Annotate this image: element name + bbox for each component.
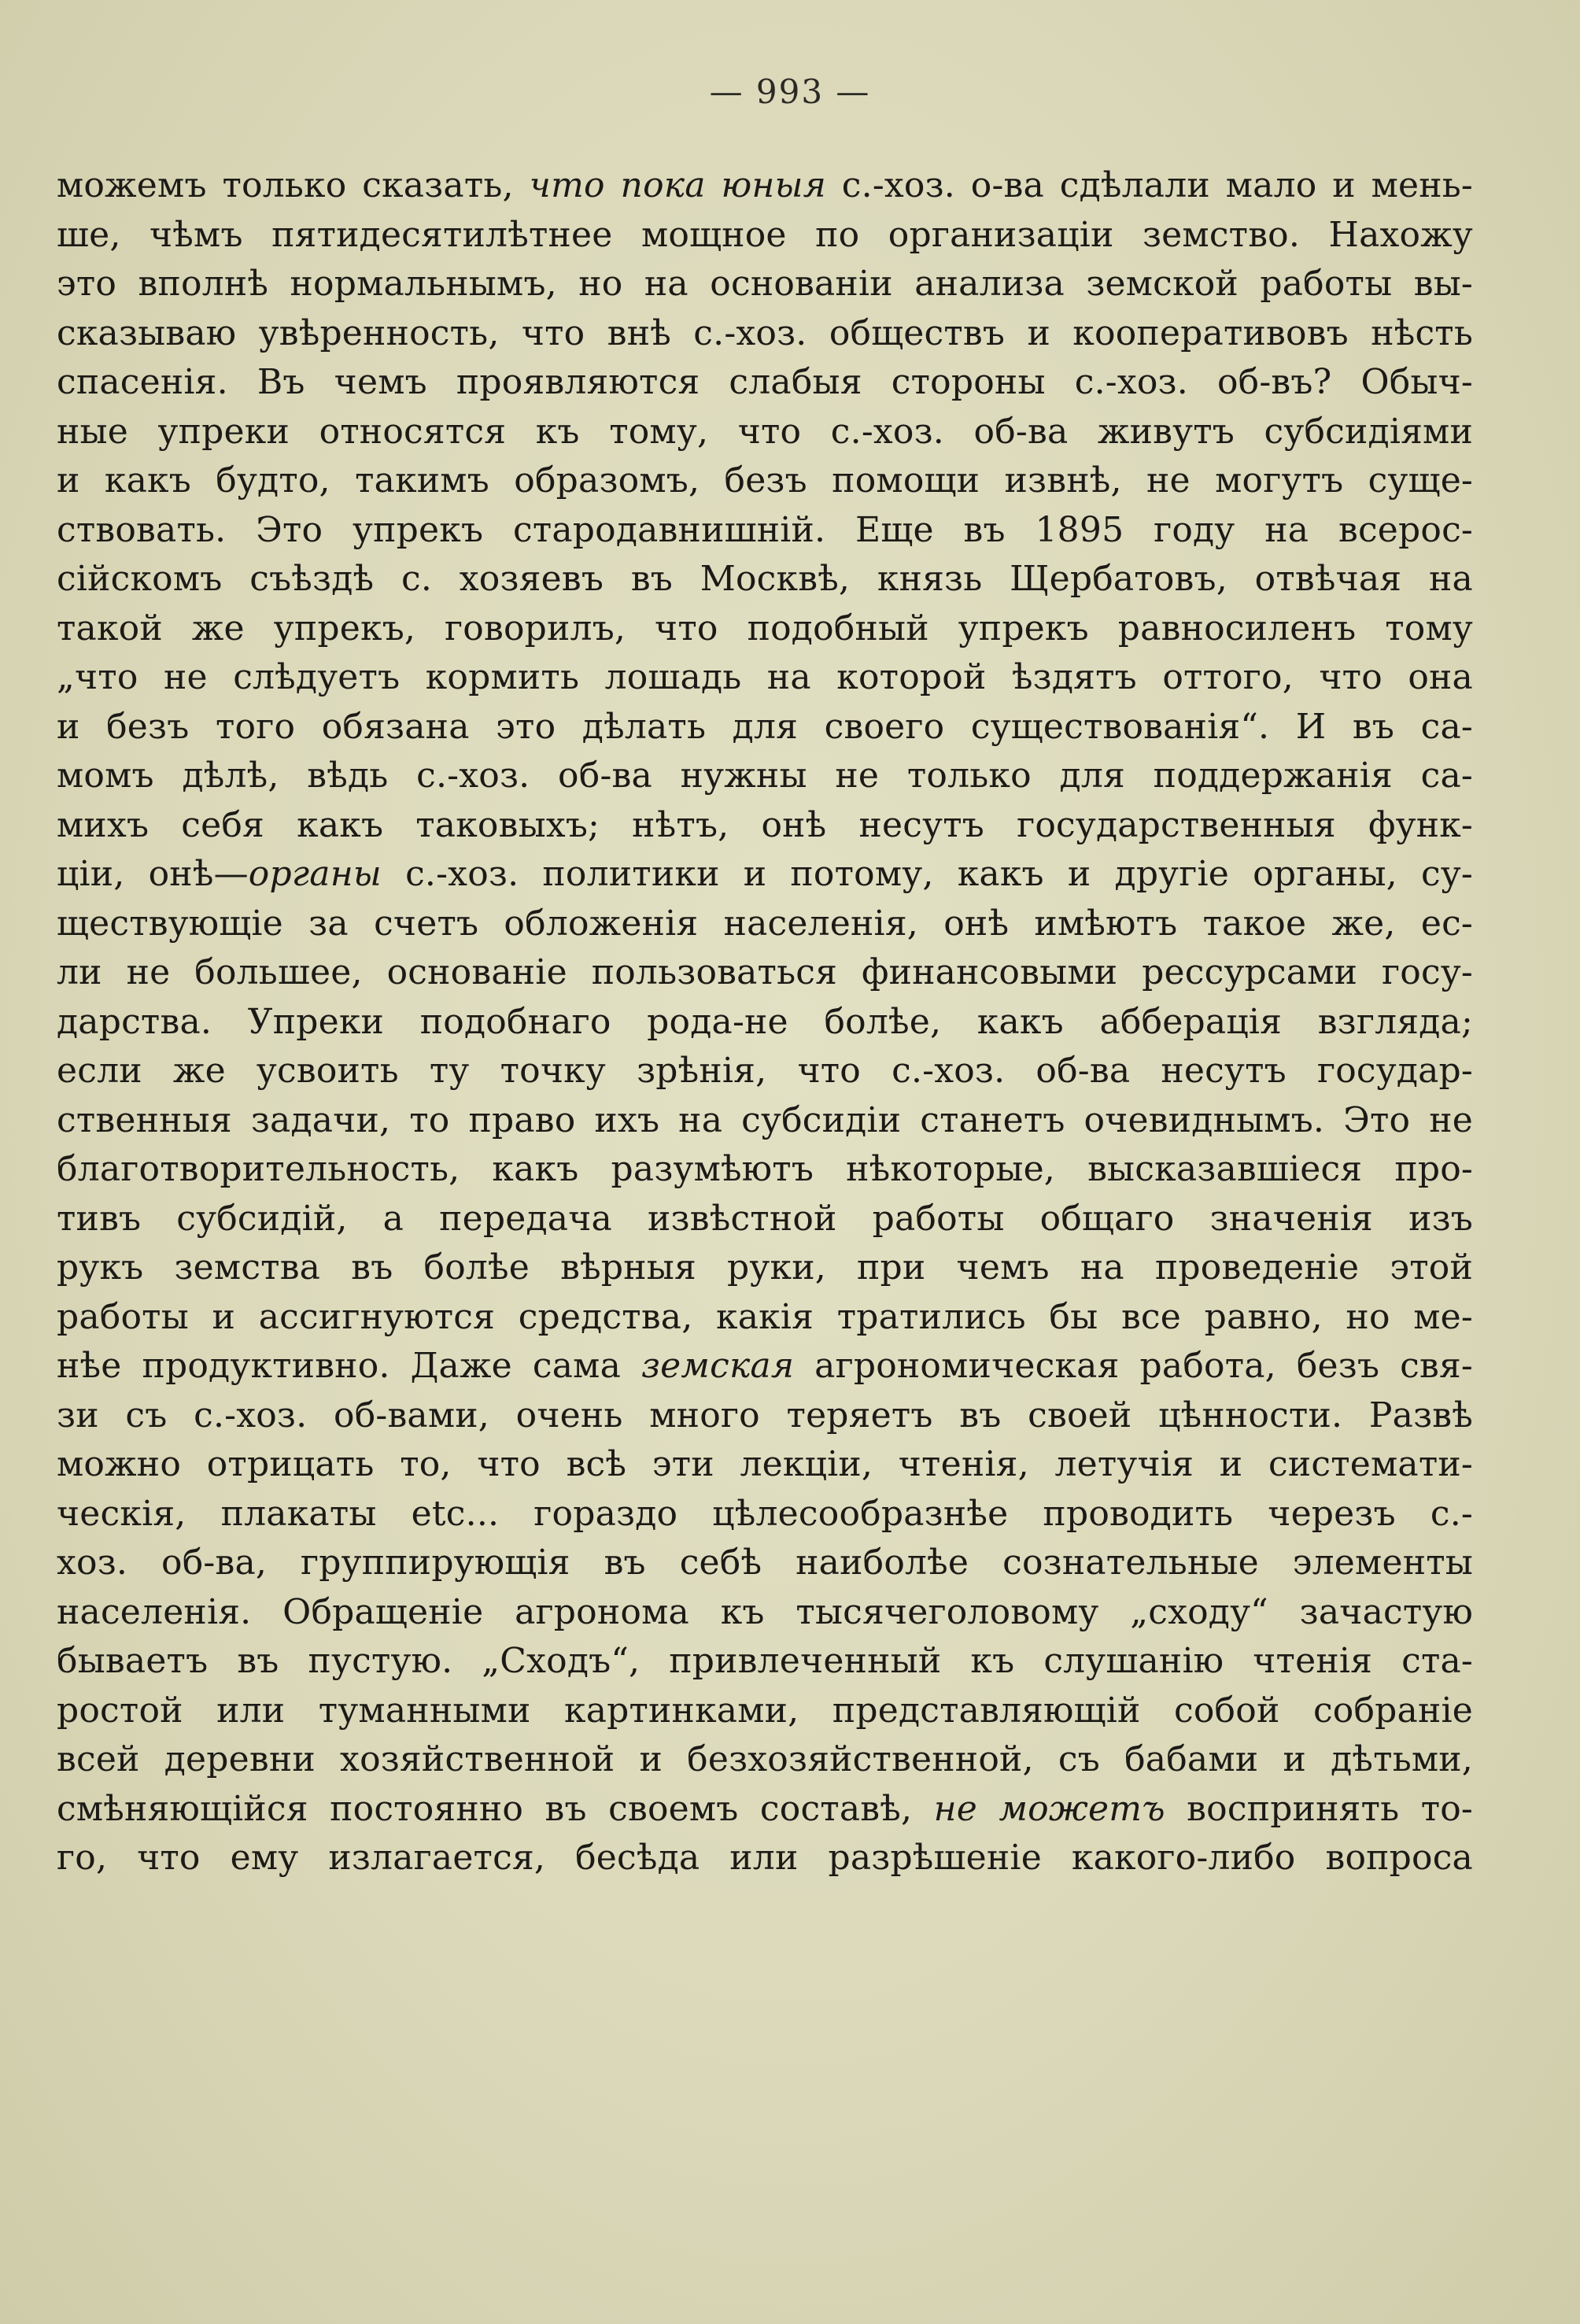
text-segment: ростой или туманными картинками, представляющій собой собраніе: [57, 1690, 1473, 1731]
text-line: [57, 1440, 1473, 1490]
text-segment: это вполнѣ нормальнымъ, но на основаніи анализа земской работы вы-: [57, 264, 1473, 304]
text-line: [57, 1735, 1473, 1785]
text-segment: населенія. Обращеніе агронома къ тысячеголовому „сходу“ зачастую: [57, 1591, 1473, 1632]
text-segment: ственныя задачи, то право ихъ на субсидіи станетъ очевиднымъ. Это не: [57, 1099, 1473, 1140]
italic-text-segment: органы: [248, 854, 382, 894]
text-line: [57, 900, 1473, 949]
text-segment: смѣняющійся постоянно въ своемъ составѣ,: [57, 1788, 934, 1829]
text-segment: ческія, плакаты etc... гораздо цѣлесообразнѣе проводить черезъ с.-: [57, 1493, 1473, 1534]
text-line: [57, 456, 1473, 506]
text-line: [57, 1539, 1473, 1588]
text-segment: воспринять то-: [1165, 1788, 1473, 1829]
text-line: [57, 1490, 1473, 1539]
text-line: [57, 850, 1473, 900]
text-segment: „что не слѣдуетъ кормить лошадь на которой ѣздятъ оттого, что она: [57, 657, 1473, 697]
text-line: [57, 998, 1473, 1047]
text-line: [57, 506, 1473, 556]
text-segment: бываетъ въ пустую. „Сходъ“, привлеченный къ слушанію чтенія ста-: [57, 1641, 1473, 1681]
text-line: [57, 752, 1473, 801]
text-segment: всей деревни хозяйственной и безхозяйственной, съ бабами и дѣтьми,: [57, 1739, 1473, 1779]
text-segment: такой же упрекъ, говорилъ, что подобный упрекъ равносиленъ тому: [57, 608, 1473, 648]
text-segment: ные упреки относятся къ тому, что с.-хоз. об-ва живутъ субсидіями: [57, 411, 1473, 452]
text-segment: момъ дѣлѣ, вѣдь с.-хоз. об-ва нужны не только для поддержанія са-: [57, 756, 1473, 796]
text-line: [57, 211, 1473, 260]
text-segment: тивъ субсидій, а передача извѣстной работы общаго значенія изъ: [57, 1198, 1473, 1239]
text-segment: ціи, онѣ—: [57, 854, 249, 894]
text-segment: дарства. Упреки подобнаго рода-не болѣе, какъ абберація взгляда;: [57, 1001, 1473, 1042]
text-line: [57, 358, 1473, 408]
page-number: — 993 —: [709, 72, 871, 111]
text-line: [57, 1687, 1473, 1736]
text-line: [57, 1195, 1473, 1244]
text-segment: михъ себя какъ таковыхъ; нѣтъ, онѣ несутъ государственныя функ-: [57, 804, 1473, 845]
italic-text-segment: что пока юныя: [529, 165, 826, 205]
text-segment: агрономическая работа, безъ свя-: [794, 1346, 1473, 1386]
text-line: [57, 408, 1473, 457]
text-line: [57, 309, 1473, 359]
text-line: [57, 604, 1473, 654]
text-line: [57, 1342, 1473, 1391]
text-segment: рукъ земства въ болѣе вѣрныя руки, при чемъ на проведеніе этой: [57, 1247, 1473, 1288]
text-line: [57, 948, 1473, 998]
text-segment: если же усвоить ту точку зрѣнія, что с.-хоз. об-ва несутъ государ-: [57, 1051, 1473, 1091]
text-segment: сказываю увѣренность, что внѣ с.-хоз. обществъ и кооперативовъ нѣсть: [57, 312, 1473, 353]
text-segment: можно отрицать то, что всѣ эти лекціи, чтенія, летучія и системати-: [57, 1444, 1473, 1484]
text-segment: спасенія. Въ чемъ проявляются слабыя стороны с.-хоз. об-въ? Обыч-: [57, 362, 1473, 402]
page-body-text: [57, 161, 1473, 1883]
text-segment: сійскомъ съѣздѣ с. хозяевъ въ Москвѣ, князь Щербатовъ, отвѣчая на: [57, 559, 1473, 599]
text-line: [57, 1096, 1473, 1146]
text-segment: и какъ будто, такимъ образомъ, безъ помощи извнѣ, не могутъ суще-: [57, 460, 1473, 501]
text-line: [57, 555, 1473, 604]
text-line: [57, 703, 1473, 752]
text-segment: ществующіе за счетъ обложенія населенія, онѣ имѣютъ такое же, ес-: [57, 903, 1473, 944]
text-segment: нѣе продуктивно. Даже сама: [57, 1346, 641, 1386]
text-line: [57, 1785, 1473, 1834]
text-segment: зи съ с.-хоз. об-вами, очень много теряетъ въ своей цѣнности. Развѣ: [57, 1395, 1473, 1435]
text-line: [57, 1047, 1473, 1096]
text-segment: ствовать. Это упрекъ стародавнишній. Еще въ 1895 году на всерос-: [57, 509, 1473, 550]
text-segment: благотворительность, какъ разумѣютъ нѣкоторые, высказавшіеся про-: [57, 1149, 1473, 1189]
text-line: [57, 1145, 1473, 1195]
text-line: [57, 801, 1473, 851]
text-line: [57, 1637, 1473, 1687]
text-line: [57, 653, 1473, 703]
text-segment: ли не большее, основаніе пользоваться финансовыми рессурсами госу-: [57, 952, 1473, 992]
text-line: [57, 161, 1473, 211]
text-line: [57, 1834, 1473, 1883]
italic-text-segment: земская: [640, 1346, 795, 1386]
text-segment: работы и ассигнуются средства, какія тратились бы все равно, но ме-: [57, 1296, 1473, 1337]
text-line: [57, 1293, 1473, 1343]
text-line: [57, 1243, 1473, 1293]
italic-text-segment: не можетъ: [933, 1788, 1165, 1829]
text-segment: хоз. об-ва, группирующія въ себѣ наиболѣе сознательные элементы: [57, 1543, 1473, 1583]
text-segment: го, что ему излагается, бесѣда или разрѣшеніе какого-либо вопроса: [57, 1838, 1473, 1878]
text-segment: с.-хоз. о-ва сдѣлали мало и мень-: [825, 165, 1473, 205]
text-segment: с.-хоз. политики и потому, какъ и другіе органы, су-: [381, 854, 1473, 894]
text-segment: ше, чѣмъ пятидесятилѣтнее мощное по организаціи земство. Нахожу: [57, 214, 1473, 255]
text-segment: и безъ того обязана это дѣлать для своего существованія“. И въ са-: [57, 706, 1473, 747]
text-line: [57, 1391, 1473, 1441]
text-line: [57, 260, 1473, 309]
text-segment: можемъ только сказать,: [57, 165, 530, 205]
text-line: [57, 1588, 1473, 1638]
